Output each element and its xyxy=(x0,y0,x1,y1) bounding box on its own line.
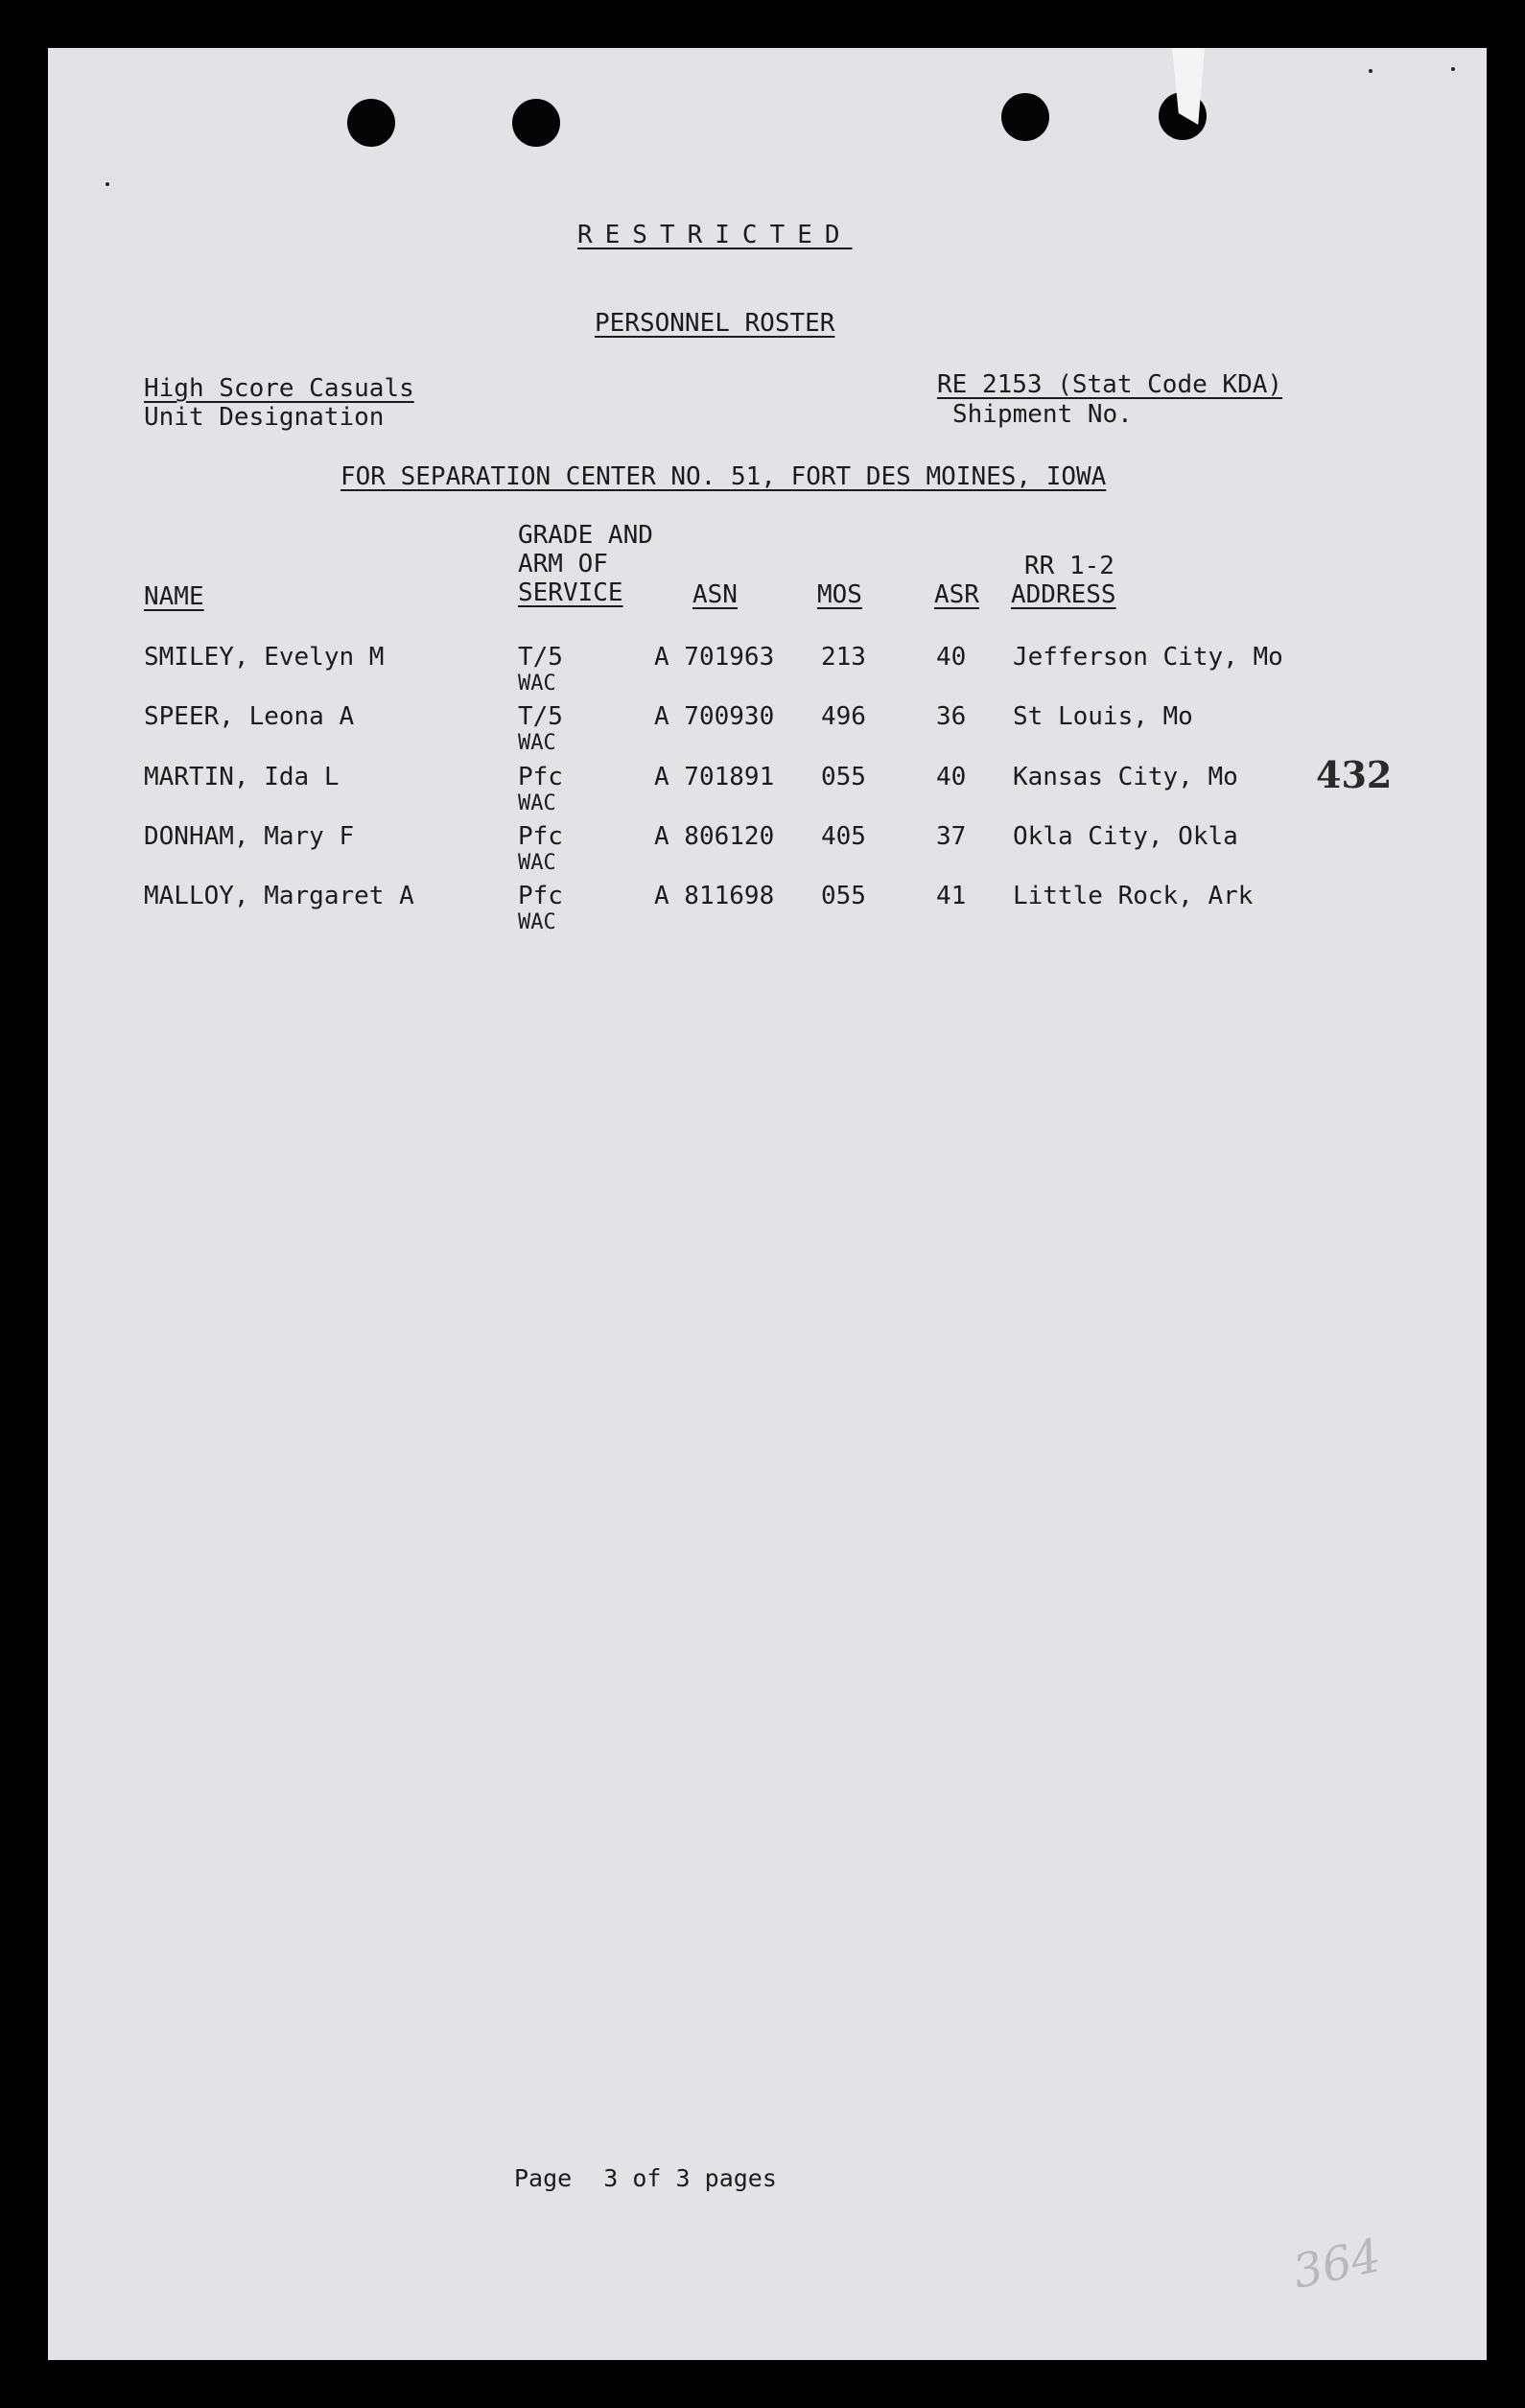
unit-designation-label: Unit Designation xyxy=(144,403,385,432)
member-asr: 36 xyxy=(936,702,967,731)
shipment-number-label: Shipment No. xyxy=(952,400,1133,429)
table-row xyxy=(48,882,1487,941)
member-mos: 213 xyxy=(821,643,866,672)
arm-value: WAC xyxy=(518,672,556,696)
member-grade xyxy=(518,643,563,696)
member-address: Kansas City, Mo xyxy=(1013,763,1238,791)
table-row xyxy=(48,822,1487,882)
destination-heading: FOR SEPARATION CENTER NO. 51, FORT DES MOINES, IOWA xyxy=(340,462,1107,491)
member-grade xyxy=(518,702,563,756)
page-footer xyxy=(514,2164,777,2193)
arm-value: WAC xyxy=(518,851,556,875)
member-mos: 496 xyxy=(821,702,866,731)
table-row xyxy=(48,643,1487,702)
arm-value: WAC xyxy=(518,731,556,755)
arm-value: WAC xyxy=(518,791,556,815)
document-page xyxy=(48,48,1487,2360)
shipment-number-value: RE 2153 (Stat Code KDA) xyxy=(937,370,1283,399)
punch-hole xyxy=(512,99,560,147)
grade-value: Pfc xyxy=(518,763,563,791)
member-asr: 40 xyxy=(936,763,967,791)
unit-designation-value: High Score Casuals xyxy=(144,374,414,403)
member-mos: 405 xyxy=(821,822,866,851)
page-label: Page xyxy=(514,2164,573,2192)
address-header-line: RR 1-2 xyxy=(1024,552,1114,580)
member-grade xyxy=(518,763,563,816)
member-asn: A 701963 xyxy=(654,643,775,672)
member-grade xyxy=(518,882,563,935)
address-header-line: ADDRESS xyxy=(1011,580,1116,609)
pencil-annotation: 364 xyxy=(1288,2229,1386,2300)
member-address: Little Rock, Ark xyxy=(1013,882,1254,910)
table-row xyxy=(48,702,1487,762)
classification-heading: RESTRICTED xyxy=(577,221,853,249)
member-mos: 055 xyxy=(821,763,866,791)
member-asr: 41 xyxy=(936,882,967,910)
page-count: 3 of 3 pages xyxy=(603,2164,777,2192)
grade-value: Pfc xyxy=(518,882,563,910)
grade-header-line: SERVICE xyxy=(518,578,623,607)
column-header-name: NAME xyxy=(144,582,204,611)
grade-value: T/5 xyxy=(518,643,563,672)
roster-title: PERSONNEL ROSTER xyxy=(595,309,835,338)
punch-hole xyxy=(1001,93,1049,141)
member-asr: 37 xyxy=(936,822,967,851)
member-name: SMILEY, Evelyn M xyxy=(144,643,385,672)
member-address: St Louis, Mo xyxy=(1013,702,1193,731)
stamped-number: 432 xyxy=(1316,753,1393,796)
punch-hole xyxy=(347,99,395,147)
table-row xyxy=(48,763,1487,822)
member-name: SPEER, Leona A xyxy=(144,702,355,731)
member-asn: A 811698 xyxy=(654,882,775,910)
member-asn: A 701891 xyxy=(654,763,775,791)
column-header-asn: ASN xyxy=(692,580,738,609)
member-asn: A 806120 xyxy=(654,822,775,851)
member-grade xyxy=(518,822,563,876)
grade-value: T/5 xyxy=(518,702,563,731)
column-header-asr: ASR xyxy=(934,580,979,609)
paper-speck xyxy=(1451,67,1455,71)
grade-value: Pfc xyxy=(518,822,563,851)
member-asn: A 700930 xyxy=(654,702,775,731)
grade-header-line: ARM OF xyxy=(518,550,608,578)
grade-header-line: GRADE AND xyxy=(518,521,653,550)
member-asr: 40 xyxy=(936,643,967,672)
column-header-address xyxy=(1011,552,1116,609)
member-mos: 055 xyxy=(821,882,866,910)
member-address: Okla City, Okla xyxy=(1013,822,1238,851)
column-header-mos: MOS xyxy=(817,580,862,609)
member-address: Jefferson City, Mo xyxy=(1013,643,1283,672)
column-header-grade xyxy=(518,521,653,607)
arm-value: WAC xyxy=(518,910,556,934)
paper-speck xyxy=(106,182,109,186)
member-name: MALLOY, Margaret A xyxy=(144,882,414,910)
member-name: MARTIN, Ida L xyxy=(144,763,340,791)
paper-speck xyxy=(1369,69,1372,73)
member-name: DONHAM, Mary F xyxy=(144,822,355,851)
